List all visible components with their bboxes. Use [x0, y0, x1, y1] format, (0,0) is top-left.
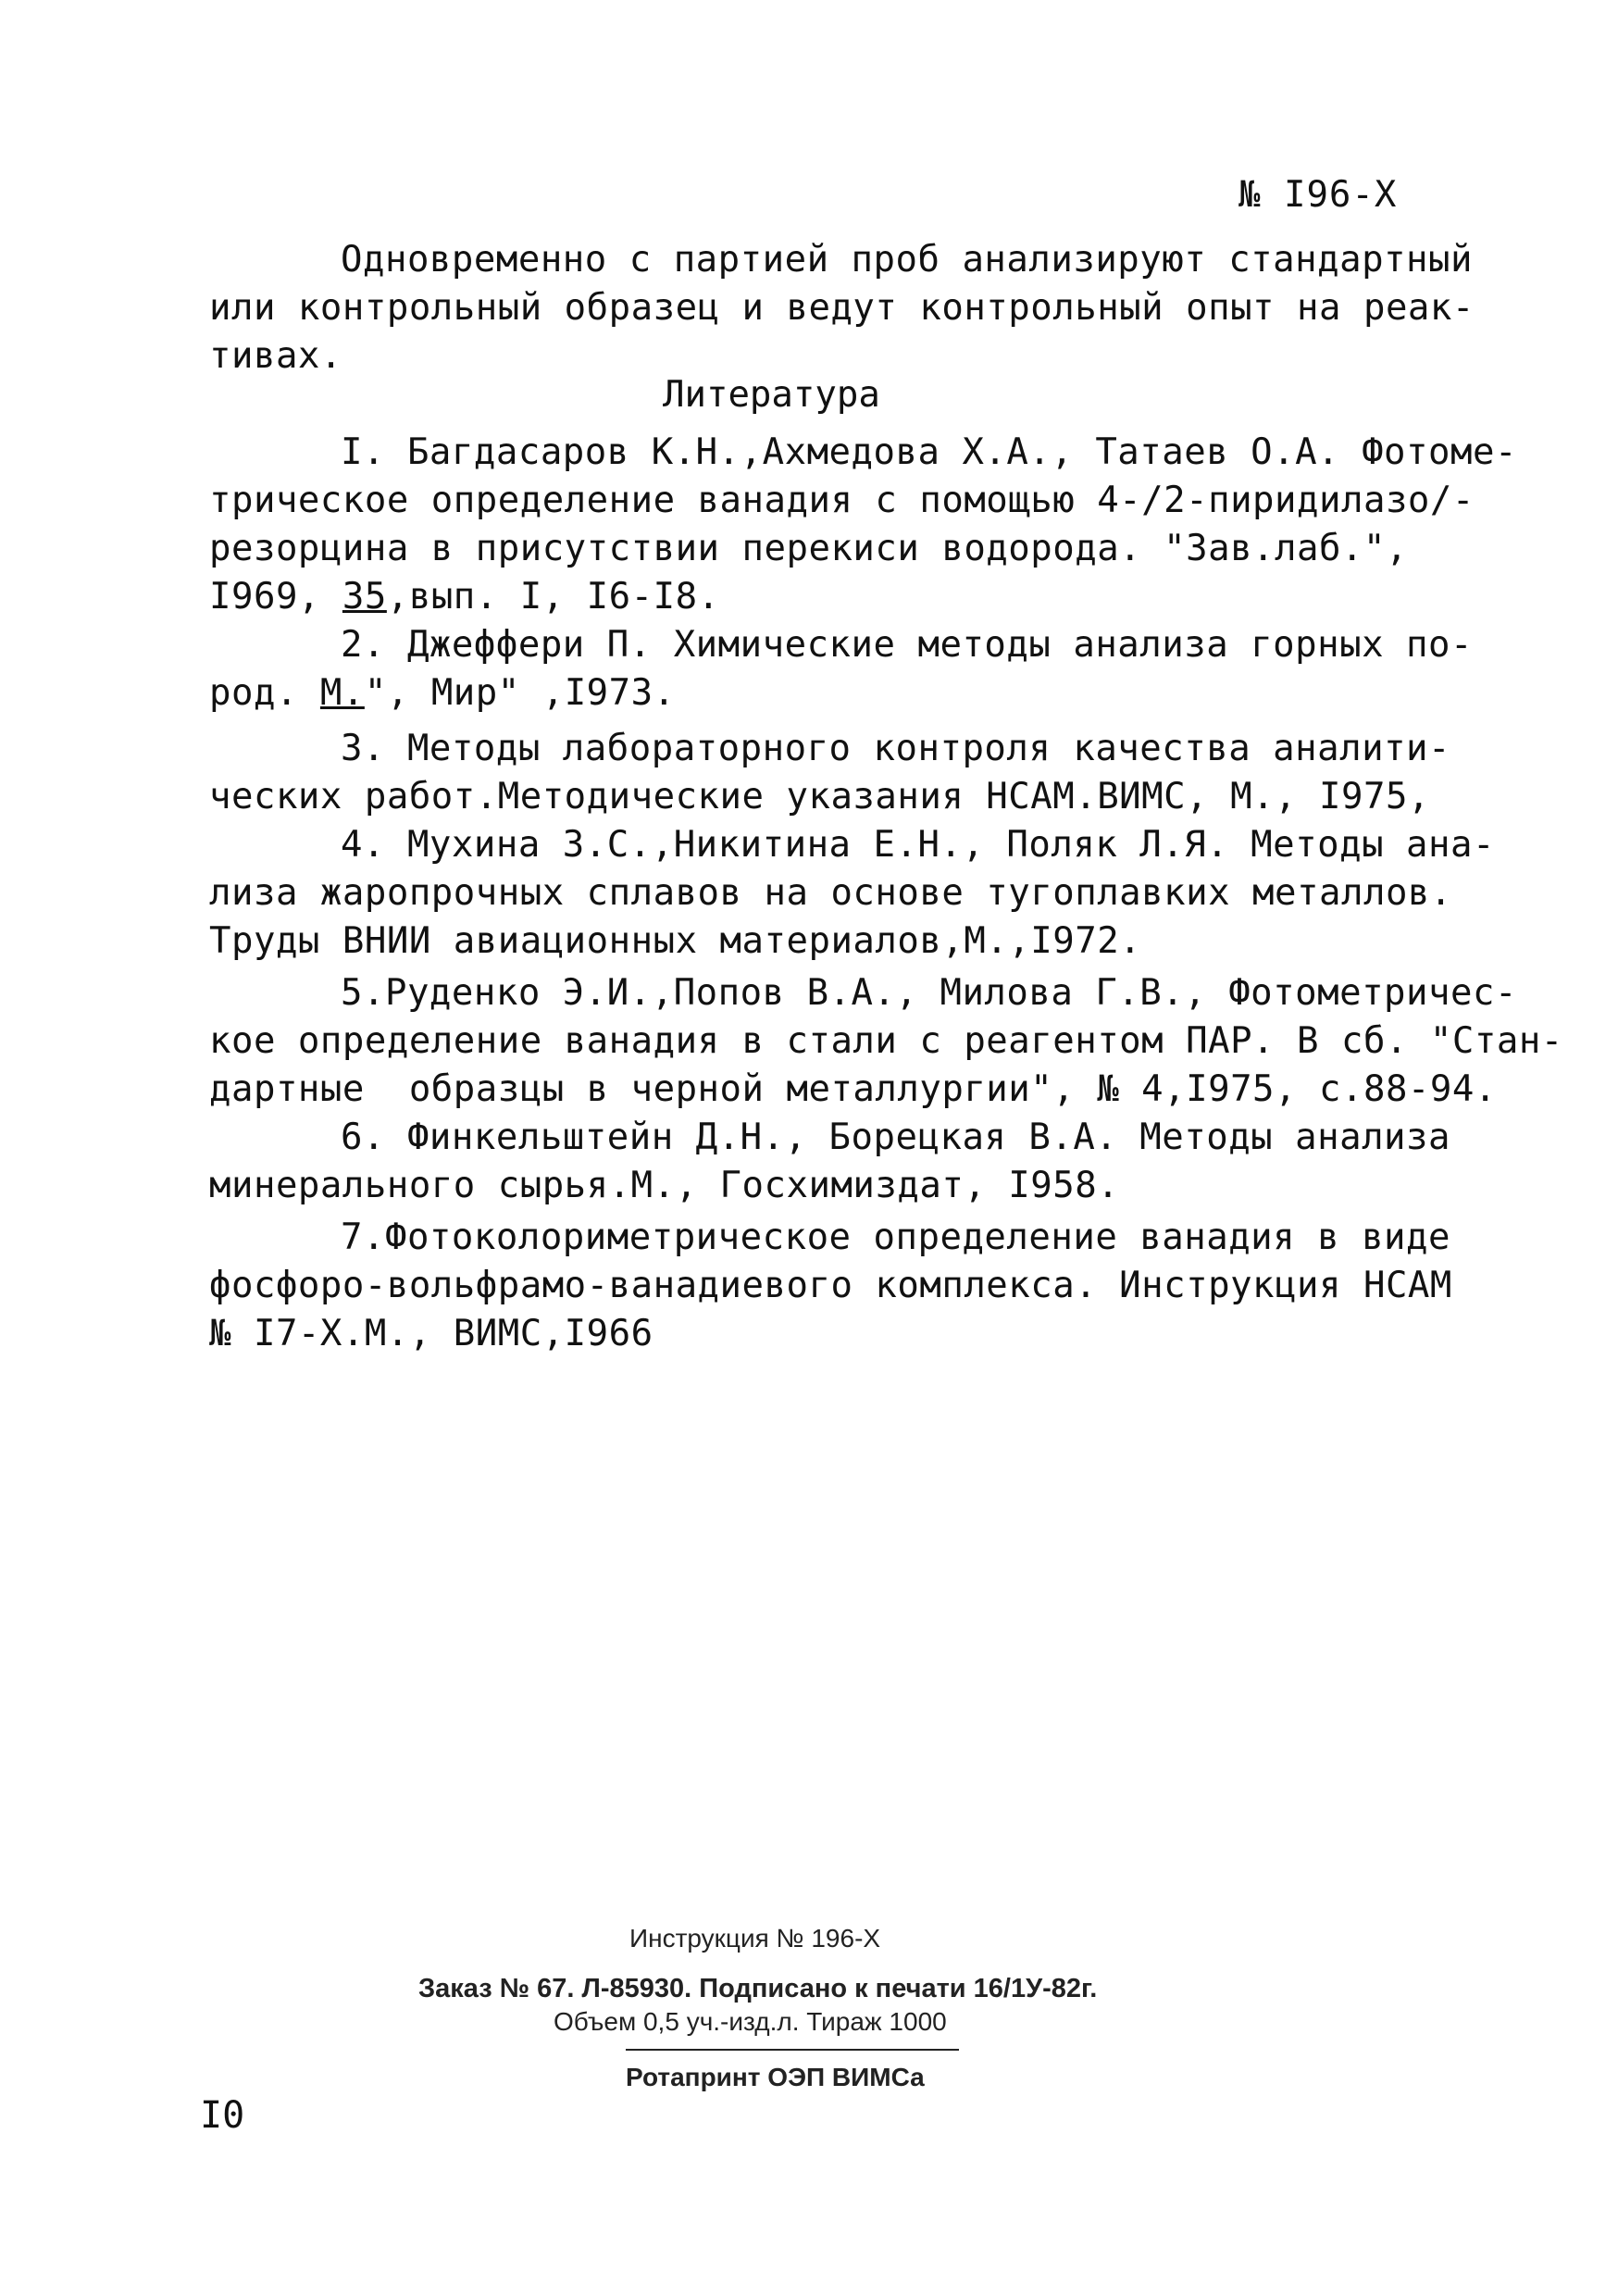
ref6-line-1: 6. Финкельштейн Д.Н., Борецкая В.А. Методы анализа	[341, 1117, 1450, 1158]
document-number: № I96-X	[1238, 174, 1398, 216]
imprint-printer: Ротапринт ОЭП ВИМСа	[626, 2063, 925, 2091]
intro-line-3: тивах.	[209, 335, 342, 377]
ref4-line-2: лиза жаропрочных сплавов на основе тугоплавких металлов.	[209, 872, 1452, 914]
ref2-line-2: род. М.", Мир" ,I973.	[209, 672, 676, 714]
ref1-line-1: I. Багдасаров К.Н.,Ахмедова Х.А., Татаев О.А. Фотоме-	[341, 431, 1517, 473]
ref5-line-3: дартные образцы в черной металлургии", № 4,I975, с.88-94.	[209, 1068, 1497, 1110]
references-heading: Литература	[663, 374, 880, 416]
ref5-line-2: кое определение ванадия в стали с реагентом ПАР. В сб. "Стан-	[209, 1020, 1563, 1062]
ref1-line-4: I969, 35,вып. I, I6-I8.	[209, 576, 720, 618]
ref1-line-2: трическое определение ванадия с помощью 4-/2-пиридилазо/-	[209, 480, 1475, 521]
imprint-instruction: Инструкция № 196-Х	[629, 1924, 881, 1953]
ref4-line-3: Труды ВНИИ авиационных материалов,М.,I972.	[209, 920, 1142, 962]
imprint-order: Заказ № 67. Л-85930. Подписано к печати 16/1У-82г.	[418, 1974, 1098, 2003]
ref7-line-2: фосфоро-вольфрамо-ванадиевого комплекса. Инструкция НСАМ	[209, 1265, 1452, 1306]
ref4-line-1: 4. Мухина З.С.,Никитина Е.Н., Поляк Л.Я. Методы ана-	[341, 824, 1495, 866]
imprint-divider	[626, 2049, 959, 2051]
ref3-line-2: ческих работ.Методические указания НСАМ.ВИМС, М., I975,	[209, 776, 1430, 817]
intro-line-2: или контрольный образец и ведут контрольный опыт на реак-	[209, 287, 1475, 329]
intro-line-1: Одновременно с партией проб анализируют стандартный	[341, 239, 1473, 281]
ref2-line-1: 2. Джеффери П. Химические методы анализа горных по-	[341, 624, 1473, 666]
ref7-line-3: № I7-X.M., ВИМС,I966	[209, 1313, 653, 1354]
ref6-line-2: минерального сырья.М., Госхимиздат, I958.	[209, 1165, 1120, 1206]
page-number: I0	[200, 2094, 245, 2137]
ref7-line-1: 7.Фотоколориметрическое определение ванадия в виде	[341, 1217, 1450, 1258]
ref5-line-1: 5.Руденко Э.И.,Попов В.А., Милова Г.В., Фотометричес-	[341, 972, 1517, 1014]
ref3-line-1: 3. Методы лабораторного контроля качества аналити-	[341, 728, 1450, 769]
imprint-volume: Объем 0,5 уч.-изд.л. Тираж 1000	[554, 2007, 947, 2036]
ref1-line-3: резорцина в присутствии перекиси водорода. "Зав.лаб.",	[209, 528, 1408, 569]
